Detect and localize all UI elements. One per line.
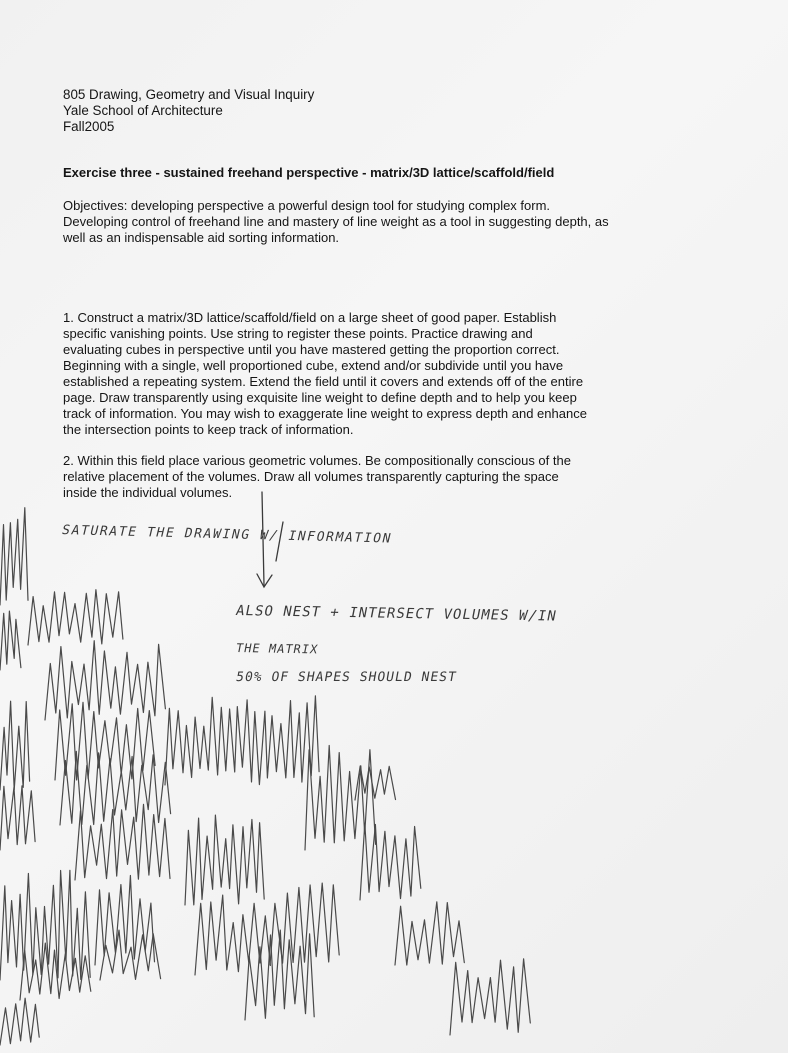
step-1-line: 1. Construct a matrix/3D lattice/scaffold/field on a large sheet of good paper. Establish (63, 310, 557, 325)
step-1-line: specific vanishing points. Use string to register these points. Practice drawing and (63, 326, 533, 341)
step-2-line: relative placement of the volumes. Draw all volumes transparently capturing the space (63, 469, 559, 484)
step-1-line: page. Draw transparently using exquisite line weight to define depth and to help you keep (63, 390, 577, 405)
handwritten-note-saturate: SATURATE THE DRAWING W/ INFORMATION (60, 523, 394, 547)
scribble-mark (395, 902, 464, 965)
scribble-mark (0, 786, 35, 850)
term: Fall2005 (63, 119, 115, 134)
step-1-line: track of information. You may wish to exaggerate line weight to express depth and enhance (63, 406, 587, 421)
scribble-mark (450, 959, 530, 1035)
step-1-line: established a repeating system. Extend the field until it covers and extends off of the entire (63, 374, 584, 389)
arrow-annotation (257, 492, 283, 587)
scribble-mark (100, 930, 161, 980)
step-1-line: Beginning with a single, well proportioned cube, extend and/or subdivide until you have (63, 358, 564, 373)
scribble-mark (360, 823, 421, 900)
handwritten-note-nest-line-2: THE MATRIX (234, 641, 320, 657)
scribble-marks (0, 508, 530, 1045)
scribble-mark (0, 701, 30, 790)
school-name: Yale School of Architecture (63, 103, 223, 118)
objectives-line: Developing control of freehand line and mastery of line weight as a tool in suggesting depth, as (63, 214, 609, 229)
arrow-shaft (262, 492, 264, 585)
step-1-line: the intersection points to keep track of information. (63, 422, 354, 437)
scribble-mark (28, 590, 123, 645)
scribble-mark (355, 766, 396, 800)
handwritten-note-nest-line-1: ALSO NEST + INTERSECT VOLUMES W/IN (234, 603, 559, 625)
step-2-line: inside the individual volumes. (63, 485, 233, 500)
slash-mark (276, 522, 283, 561)
scribble-mark (165, 696, 319, 785)
scribble-mark (185, 815, 264, 905)
scribble-mark (45, 641, 165, 720)
objectives-line: Objectives: developing perspective a powerful design tool for studying complex form. (63, 198, 551, 213)
scribble-mark (245, 930, 314, 1020)
objectives-line: well as an indispensable aid sorting information. (63, 230, 340, 245)
scribble-mark (75, 804, 170, 880)
step-1-line: evaluating cubes in perspective until you have mastered getting the proportion correct. (63, 342, 560, 357)
scribble-mark (0, 998, 39, 1045)
step-2-line: 2. Within this field place various geometric volumes. Be compositionally conscious of the (63, 453, 571, 468)
handwritten-note-nest-line-3: 50% OF SHAPES SHOULD NEST (234, 670, 458, 685)
scribble-mark (55, 702, 155, 780)
scribble-mark (0, 508, 28, 605)
scribble-mark (270, 883, 339, 965)
exercise-title: Exercise three - sustained freehand perspective - matrix/3D lattice/scaffold/field (63, 165, 555, 180)
course-name: 805 Drawing, Geometry and Visual Inquiry (63, 87, 315, 102)
scribble-mark (60, 751, 171, 825)
scribble-mark (0, 611, 21, 670)
